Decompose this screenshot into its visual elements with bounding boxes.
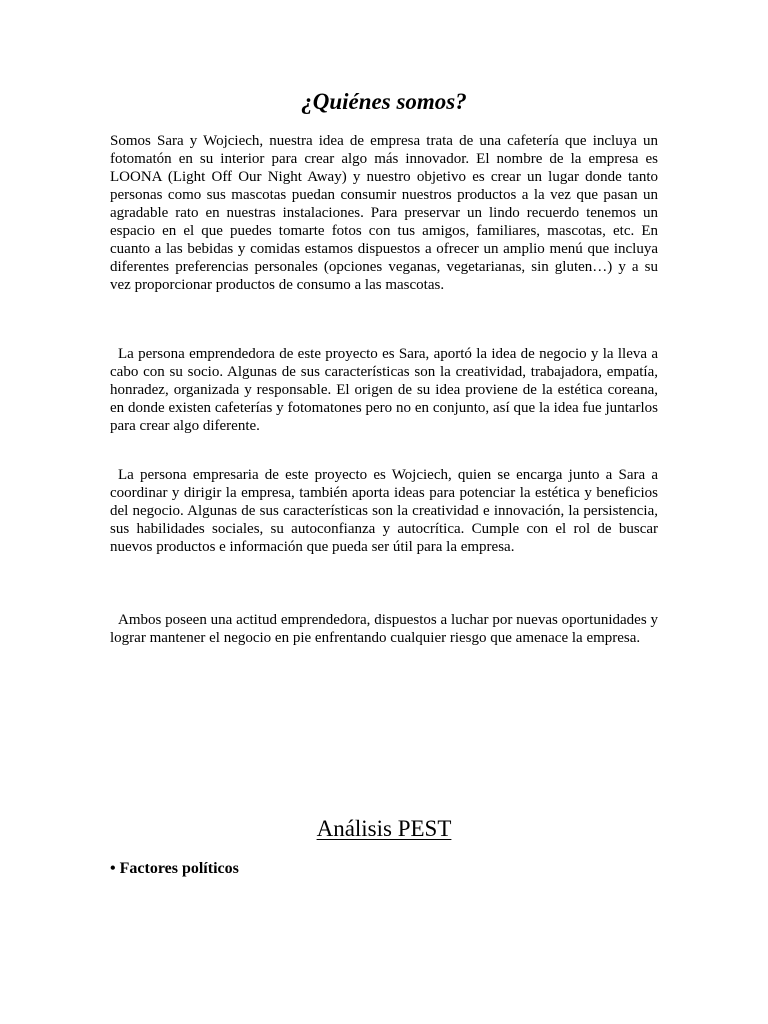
paragraph-intro: Somos Sara y Wojciech, nuestra idea de empresa trata de una cafetería que incluya un fotomatón en su interior para crear algo más innovador. El nombre de la empresa es LOONA (Light Off Our Night Away) y nuestro objetivo es crear un lugar donde tanto personas como sus mascotas puedan consumir nuestros productos a la vez que pasan un agradable rato en nuestras instalaciones. Para preservar un lindo recuerdo tenemos un espacio en el que puedes tomarte fotos con tus amigos, familiares, mascotas, etc. En cuanto a las bebidas y comidas estamos dispuestos a ofrecer un amplio menú que incluya diferentes preferencias personales (opciones veganas, vegetarianas, sin gluten…) y a su vez proporcionar productos de consumo a las mascotas. <box>110 133 658 293</box>
paragraph-entrepreneur: La persona emprendedora de este proyecto es Sara, aportó la idea de negocio y la lleva a cabo con su socio. Algunas de sus características son la creatividad, trabajadora, empatía, honradez, organizada y responsable. El origen de su idea proviene de la estética coreana, en donde existen cafeterías y fotomatones pero no en conjunto, así que la idea fue juntarlos para crear algo diferente. <box>110 346 658 434</box>
bullet-item <box>110 859 239 879</box>
page-title: ¿Quiénes somos? <box>301 89 467 114</box>
paragraph-both: Ambos poseen una actitud emprendedora, dispuestos a luchar por nuevas oportunidades y lograr mantener el negocio en pie enfrentando cualquier riesgo que amenace la empresa. <box>110 612 658 646</box>
section-title <box>0 815 768 843</box>
section-title-text: Análisis PEST <box>316 816 452 841</box>
paragraph-businessperson: La persona empresaria de este proyecto es Wojciech, quien se encarga junto a Sara a coordinar y dirigir la empresa, también aporta ideas para potenciar la estética y beneficios del negocio. Algunas de sus características son la creatividad e innovación, la persistencia, sus habilidades sociales, su autoconfianza y autocrítica. Cumple con el rol de buscar nuevos productos e información que pueda ser útil para la empresa. <box>110 467 658 555</box>
bullet-icon: • <box>110 860 116 877</box>
bullet-item-label: Factores políticos <box>119 860 239 877</box>
